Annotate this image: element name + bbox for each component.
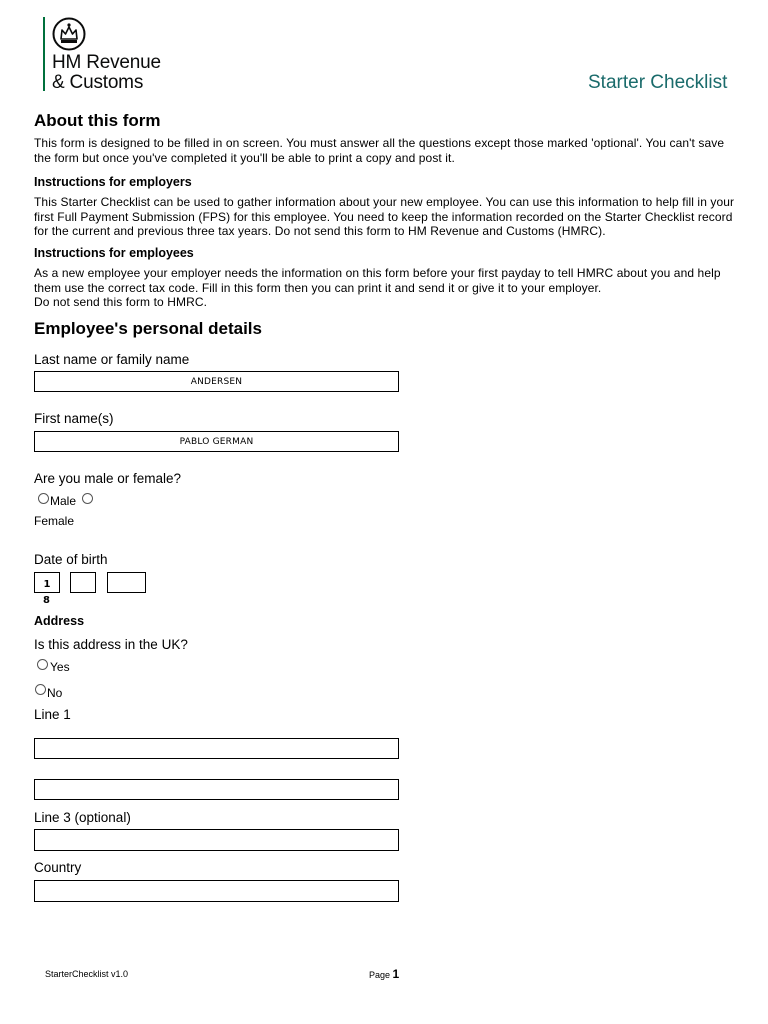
employees-text [34, 266, 746, 310]
royal-crown-crest-icon [52, 17, 86, 51]
female-radio[interactable] [82, 493, 93, 504]
employees-heading: Instructions for employees [34, 246, 194, 260]
uk-address-question: Is this address in the UK? [34, 637, 188, 652]
page-label: Page [369, 970, 391, 980]
dob-label: Date of birth [34, 552, 108, 567]
line3-label: Line 3 (optional) [34, 810, 131, 825]
dob-year-field[interactable] [107, 572, 146, 593]
about-heading: About this form [34, 111, 161, 130]
employees-text-main: As a new employee your employer needs the information on this form before your first payday to tell HMRC about you and help them use the correct tax code. Fill in this form then you can print it and send it or give it to your employer. [34, 266, 721, 295]
uk-yes-radio[interactable] [37, 659, 48, 670]
male-radio[interactable] [38, 493, 49, 504]
first-name-field[interactable]: PABLO GERMAN [34, 431, 399, 452]
uk-yes-label: Yes [50, 660, 70, 674]
first-name-label: First name(s) [34, 411, 114, 426]
uk-no-label: No [47, 686, 63, 700]
last-name-label: Last name or family name [34, 352, 190, 367]
dob-day-overflow-digit: 8 [43, 595, 50, 606]
employers-heading: Instructions for employers [34, 175, 192, 189]
female-label: Female [34, 514, 75, 528]
uk-no-radio[interactable] [35, 684, 46, 695]
address-line2-field[interactable] [34, 779, 399, 800]
footer-page [369, 967, 399, 981]
country-label: Country [34, 860, 82, 875]
dob-day-field[interactable]: 1 [34, 572, 60, 593]
male-label: Male [50, 494, 77, 508]
page-number: 1 [392, 967, 400, 981]
personal-details-heading: Employee's personal details [34, 319, 262, 338]
line1-label: Line 1 [34, 707, 71, 722]
employers-text: This Starter Checklist can be used to gather information about your new employee. You can use this information to help fill in your first Full Payment Submission (FPS) for this employee. You need to keep the information recorded on the Starter Checklist record for the current and previous three tax years. Do not send this form to HM Revenue and Customs (HMRC). [34, 195, 735, 238]
hmrc-logo-text [52, 53, 161, 93]
country-field[interactable] [34, 880, 399, 902]
logo-divider [43, 17, 45, 91]
dob-month-field[interactable] [70, 572, 96, 593]
sex-question: Are you male or female? [34, 471, 182, 486]
employees-text-notice: Do not send this form to HMRC. [34, 295, 208, 309]
brand-line2: & Customs [52, 72, 144, 93]
last-name-field[interactable]: ANDERSEN [34, 371, 399, 392]
address-line3-field[interactable] [34, 829, 399, 851]
about-text: This form is designed to be filled in on screen. You must answer all the questions except those marked 'optional'. You can't save the form but once you've completed it you'll be able to print a copy and post it. [34, 136, 725, 165]
address-heading: Address [34, 614, 85, 628]
address-line1-field[interactable] [34, 738, 399, 759]
brand-line1: HM Revenue [52, 52, 161, 73]
footer-version: StarterChecklist v1.0 [45, 969, 129, 979]
document-title: Starter Checklist [588, 72, 728, 93]
